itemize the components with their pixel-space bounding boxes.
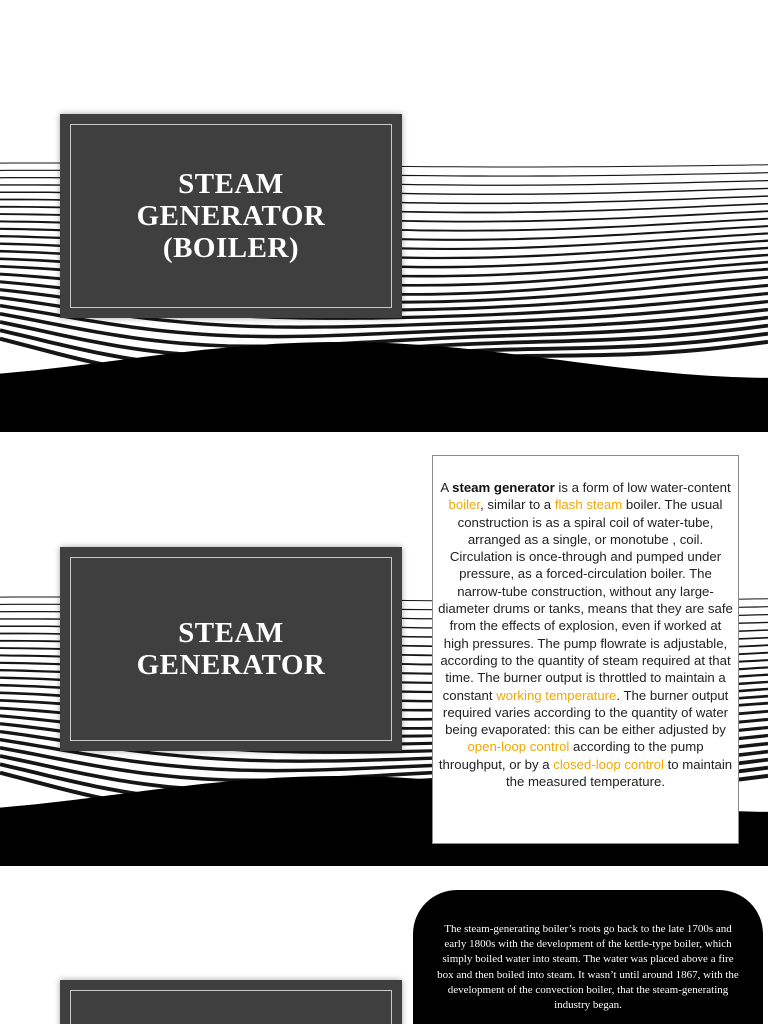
slide-title: STEAM GENERATOR [136, 617, 326, 681]
history-text-box: The steam-generating boiler’s roots go back to the late 1700s and early 1800s with the development of the kettle-type boiler, which simply boiled water into steam. The water was placed above a fire box and then boiled into steam. It wasn’t until around 1867, with the development of the convection boiler, that the steam-generating industry began. [413, 890, 763, 1024]
slide-2 [0, 434, 768, 866]
link-closed-loop-control[interactable]: closed-loop control [553, 756, 664, 772]
link-open-loop-control[interactable]: open-loop control [467, 739, 570, 755]
definition-text-box: A steam generator is a form of low water-content boiler, similar to a flash steam boiler. The usual construction is as a spiral coil of water-tube, arranged as a single, or monotube , coil. Circulation is once-through and pumped under pressure, as a forced-circulation boiler. The narrow-tube construction, without any large-diameter drums or tanks, means that they are safe from the effects of explosion, even if worked at high pressures. The pump flowrate is adjustable, according to the quantity of steam required at that time. The burner output is throttled to maintain a constant working temperature. The burner output required varies according to the quantity of water being evaporated: this can be either adjusted by open-loop control according to the pump throughput, or by a closed-loop control to maintain the measured temperature. [432, 455, 739, 844]
title-box [60, 114, 402, 318]
slide-title: STEAM GENERATOR (BOILER) [136, 168, 326, 264]
slide-1 [0, 0, 768, 432]
link-flash-steam[interactable]: flash steam [554, 497, 623, 513]
title-box [60, 980, 402, 1024]
link-working-temperature[interactable]: working temperature [496, 687, 617, 703]
term-bold: steam generator [452, 480, 555, 495]
link-boiler[interactable]: boiler [448, 497, 481, 513]
title-box [60, 547, 402, 751]
slide-3 [0, 868, 768, 1024]
